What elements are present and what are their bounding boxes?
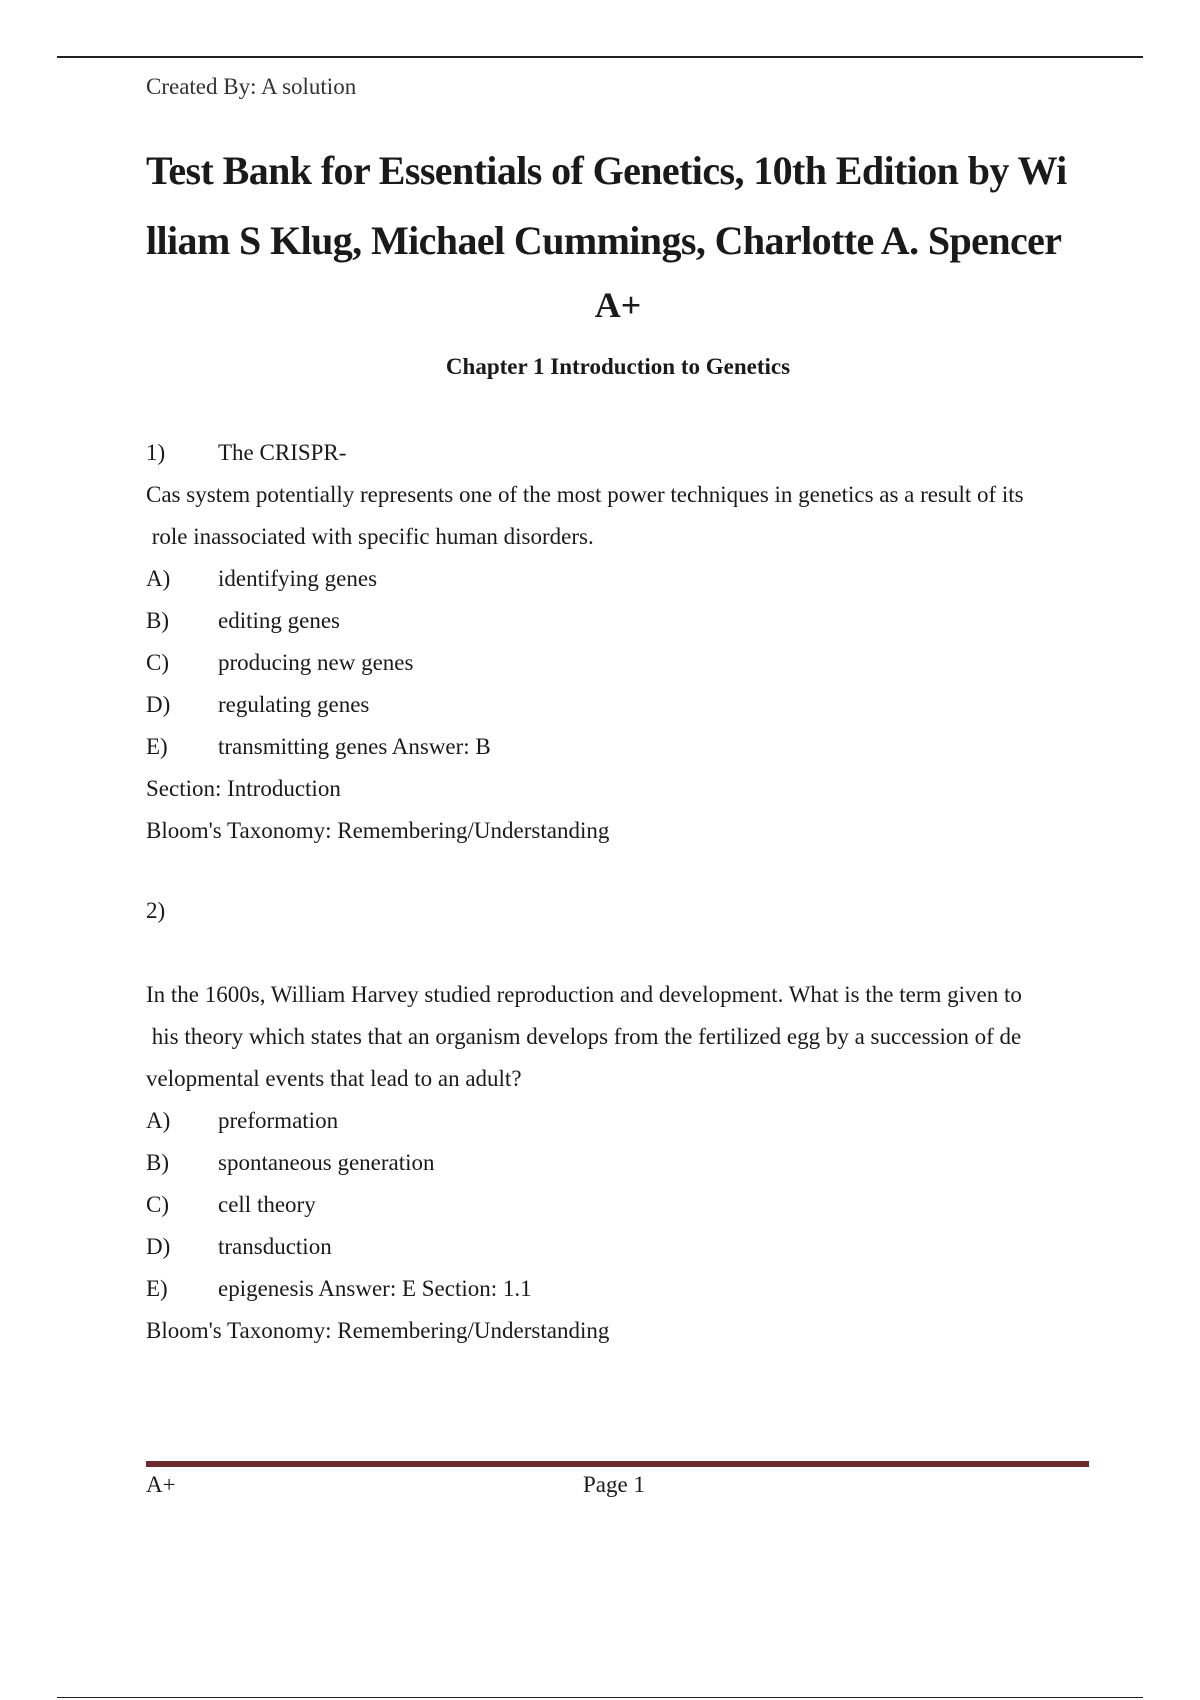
option-e [146,1268,1090,1310]
question-first-line: The CRISPR- [218,440,347,465]
option-a [146,558,1090,600]
question-stem [146,474,1090,558]
question-number: 2) [146,898,166,923]
option-e [146,726,1090,768]
option-text: regulating genes [218,692,370,717]
footer-grade: A+ [146,1472,176,1497]
question-2-options [146,1100,1090,1352]
document-title [146,136,1090,276]
created-by: Created By: A solution [146,74,357,99]
option-label: C) [146,650,169,675]
option-label: C) [146,1192,169,1217]
option-text: identifying genes [218,566,378,591]
option-label: E) [146,1276,168,1301]
option-label: D) [146,1234,171,1259]
section-meta: Section: Introduction [146,776,341,801]
option-text: editing genes [218,608,340,633]
option-label: D) [146,692,171,717]
option-text: spontaneous generation [218,1150,435,1175]
stem-line: velopmental events that lead to an adult? [146,1066,522,1091]
title-line-2: lliam S Klug, Michael Cummings, Charlotte A. Spencer [146,218,1062,263]
option-c [146,1184,1090,1226]
option-text: preformation [218,1108,339,1133]
stem-line: his theory which states that an organism develops from the fertilized egg by a succession of de [146,1024,1022,1049]
option-text: epigenesis Answer: E Section: 1.1 [218,1276,532,1301]
option-text: transduction [218,1234,332,1259]
stem-line: role inassociated with specific human disorders. [146,524,594,549]
chapter-heading: Chapter 1 Introduction to Genetics [445,354,791,379]
option-c [146,642,1090,684]
option-label: A) [146,566,171,591]
blooms-taxonomy: Bloom's Taxonomy: Remembering/Understanding [146,1318,610,1343]
page-number: Page 1 [583,1472,645,1497]
stem-line: In the 1600s, William Harvey studied reproduction and development. What is the term given to [146,982,1022,1007]
option-d [146,1226,1090,1268]
option-label: B) [146,1150,169,1175]
bottom-rule [57,1697,1143,1698]
title-line-1: Test Bank for Essentials of Genetics, 10th Edition by Wi [146,148,1067,193]
question-2-stem [146,974,1090,1100]
option-label: A) [146,1108,171,1133]
grade-heading: A+ [594,285,642,325]
blooms-taxonomy: Bloom's Taxonomy: Remembering/Understanding [146,818,610,843]
question-1 [146,432,1090,852]
footer-rule [146,1461,1089,1467]
option-text: transmitting genes Answer: B [218,734,491,759]
option-b [146,600,1090,642]
question-2-number-row [146,890,1090,932]
option-text: producing new genes [218,650,414,675]
option-label: E) [146,734,168,759]
option-b [146,1142,1090,1184]
option-label: B) [146,608,169,633]
option-text: cell theory [218,1192,316,1217]
top-rule [57,56,1143,58]
question-number: 1) [146,440,166,465]
option-d [146,684,1090,726]
option-a [146,1100,1090,1142]
stem-line: Cas system potentially represents one of the most power techniques in genetics as a result of its [146,482,1024,507]
